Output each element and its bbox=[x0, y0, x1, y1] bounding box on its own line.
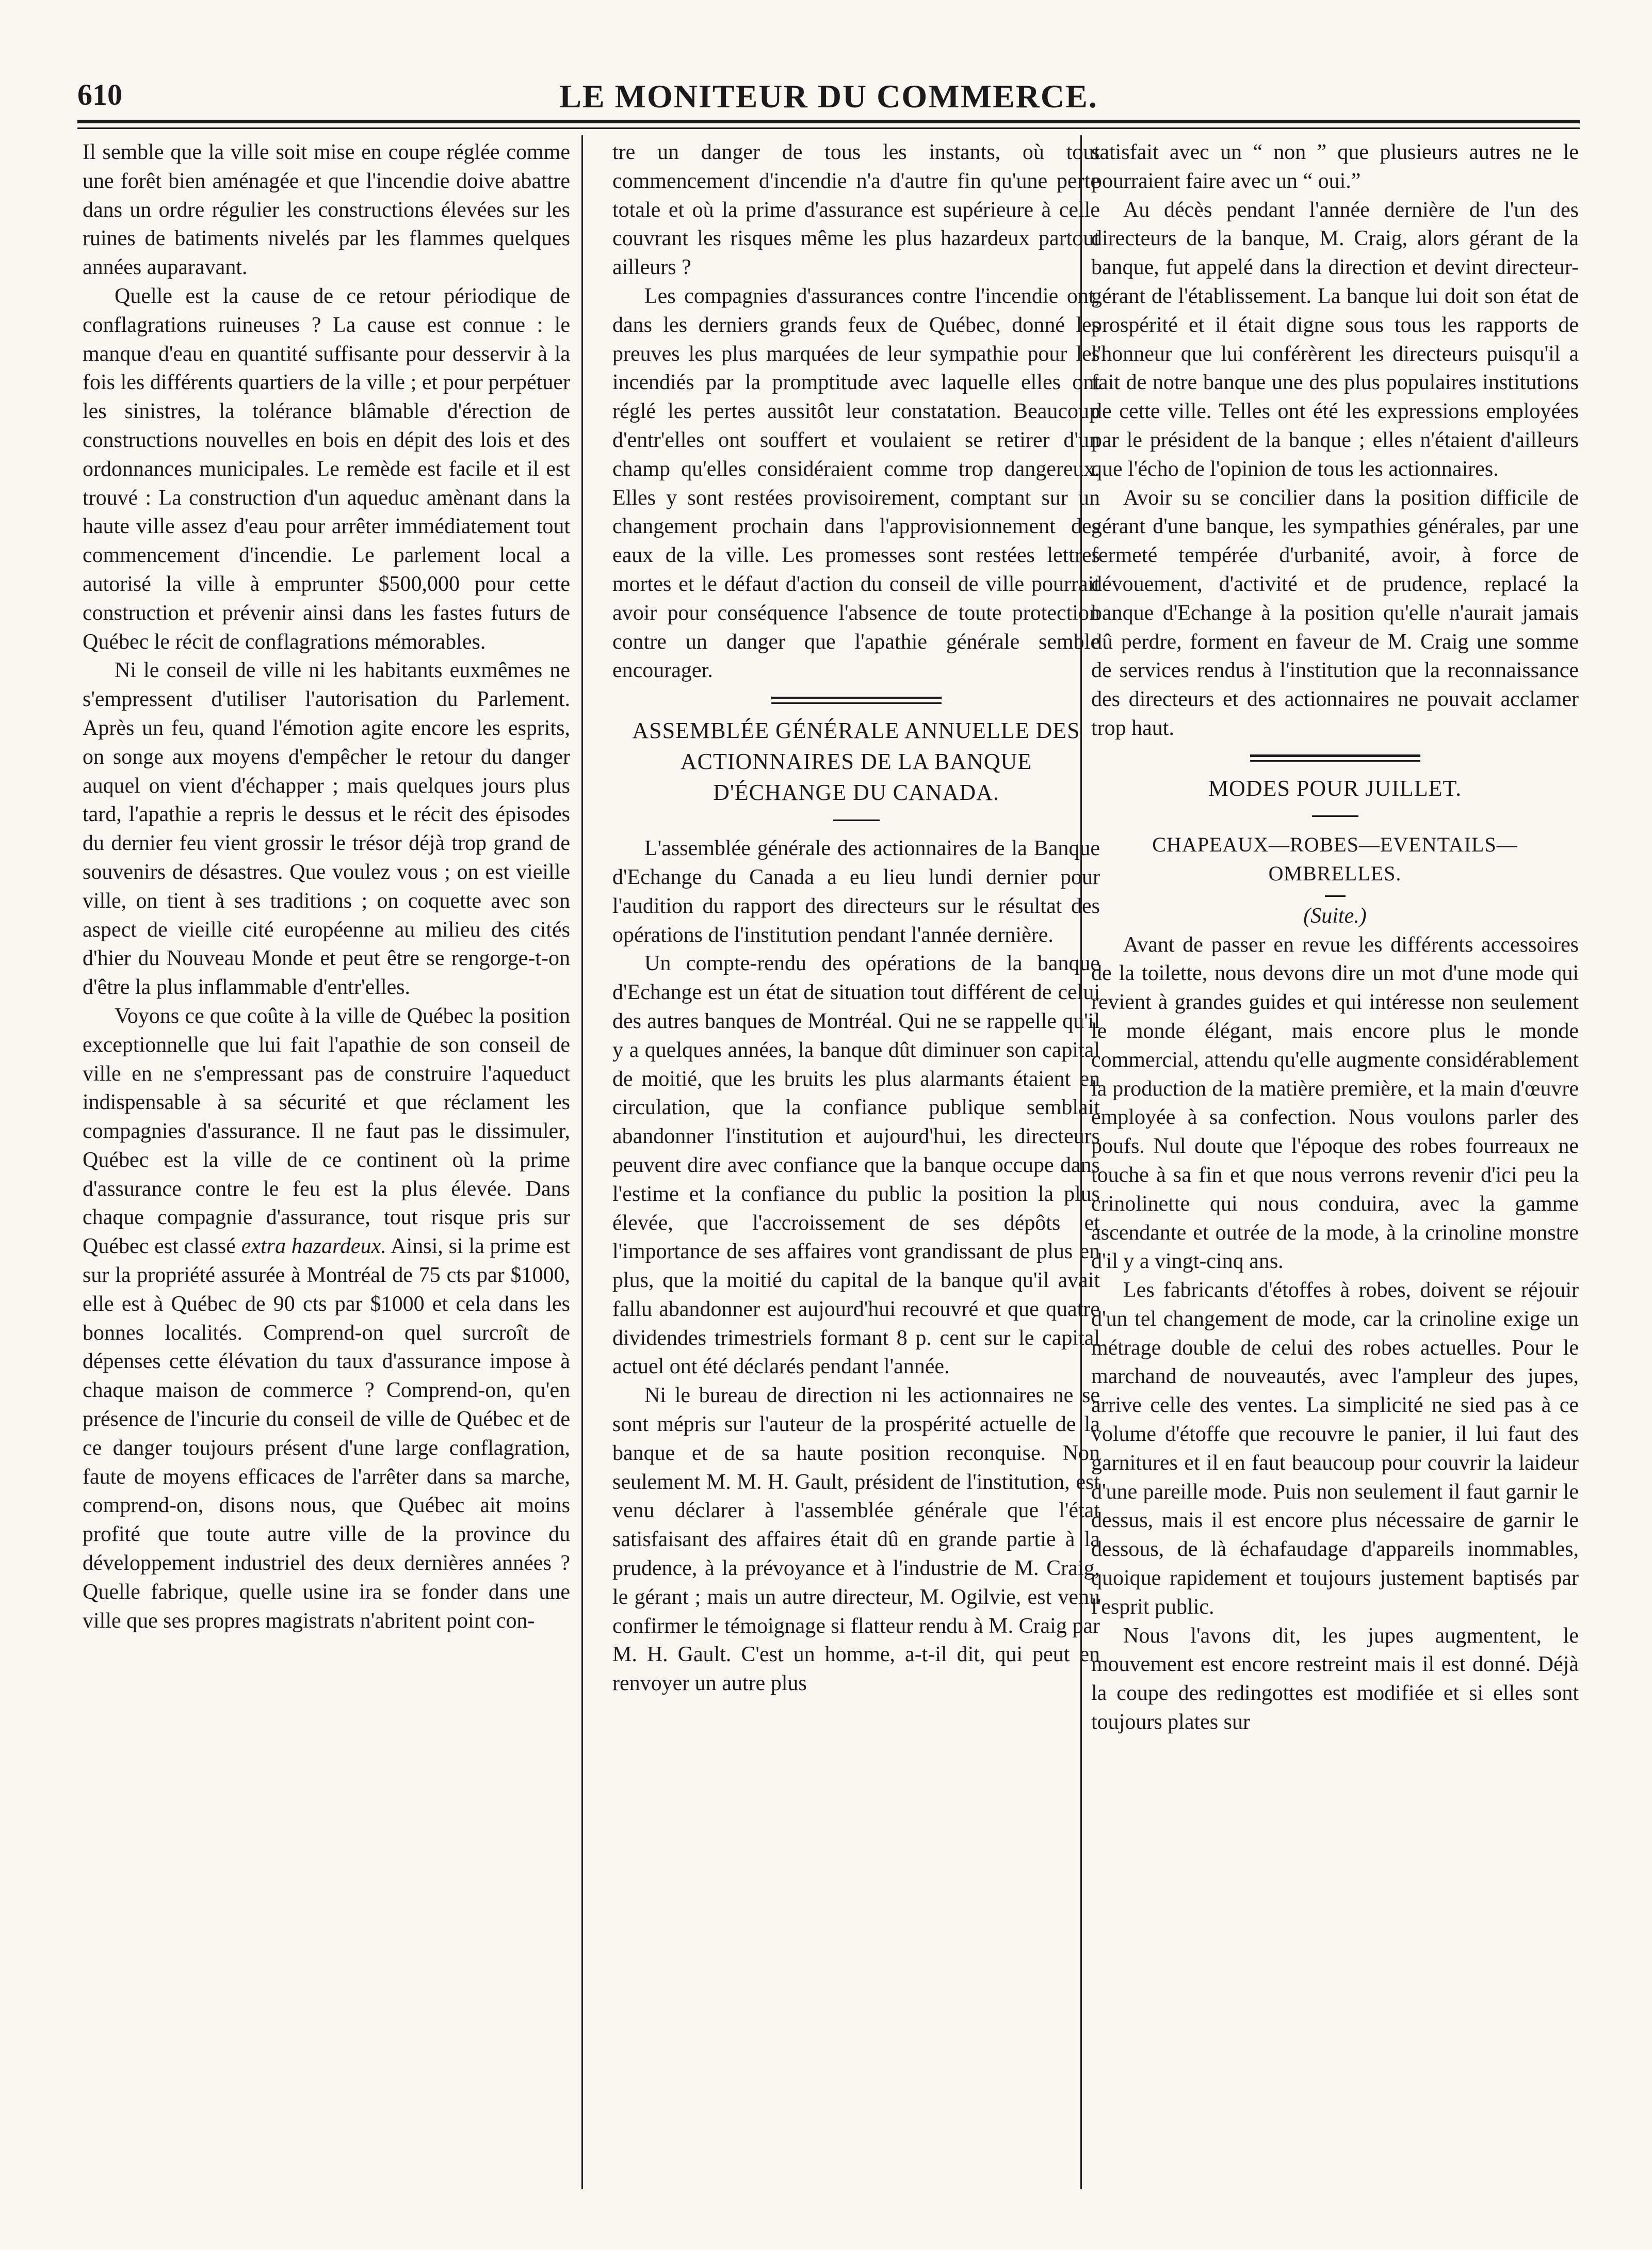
journal-title: LE MONITEUR DU COMMERCE. bbox=[559, 78, 1098, 115]
column-1 bbox=[83, 138, 570, 2182]
paragraph: Les fabricants d'étoffes à robes, doivent se réjouir d'un tel changement de mode, car la crinoline exige un métrage double de celui des robes actuelles. Pour le marchand de nouveautés, avec l'ampleur des jupes, arrive celle des ventes. La simplicité ne sied pas à ce volume d'étoffe que recouvre le panier, il lui faut des garnitures et il en faut beaucoup pour couvrir la laideur d'une pareille mode. Puis non seulement il faut garnir le dessus, mais il est encore plus nécessaire de garnir le dessous, de là échafaudage d'appareils inommables, quoique rapidement et toujours justement baptisés par l'esprit public. bbox=[1091, 1278, 1579, 1619]
header-rule-thick bbox=[77, 120, 1580, 123]
paragraph: L'assemblée générale des actionnaires de la Banque d'Echange du Canada a eu lieu lundi dernier pour l'audition du rapport des directeurs sur le résultat des opérations de l'institution pendant l'année dernière. bbox=[612, 837, 1100, 947]
paragraph: Au décès pendant l'année dernière de l'un des directeurs de la banque, M. Craig, alors gérant de la banque, fut appelé dans la direction et devint directeur-gérant de l'établissement. La banque lui doit son état de prospérité et il était digne sous tous les rapports de l'honneur que lui conférèrent les directeurs puisqu'il a fait de notre banque une des plus populaires institutions de cette ville. Telles ont été les expressions employées par le président de la banque ; elles n'étaient d'ailleurs que l'écho de l'opinion de tous les actionnaires. bbox=[1091, 198, 1579, 481]
title-rule bbox=[833, 819, 880, 821]
article-title: ASSEMBLÉE GÉNÉRALE ANNUELLE DES ACTIONNAIRES DE LA BANQUE D'ÉCHANGE DU CANADA. bbox=[632, 718, 1080, 806]
paragraph: Avoir su se concilier dans la position difficile de gérant d'une banque, les sympathies générales, par une fermeté tempérée d'urbanité, avoir, à force de dévouement, d'activité et de prudence, replacé la banque d'Echange à la position qu'elle n'aurait jamais dû perdre, forment en faveur de M. Craig une somme de services rendus à l'institution que la reconnaissance des directeurs et des actionnaires ne pouvait acclamer trop haut. bbox=[1091, 486, 1579, 740]
paragraph: Un compte-rendu des opérations de la banque d'Echange est un état de situation tout différent de celui des autres banques de Montréal. Qui ne se rappelle qu'il y a quelques années, la banque dût diminuer son capital de moitié, que les bruits les plus alarmants étaient en circulation, que la confiance publique semblait abandonner l'institution et aujourd'hui, les directeurs peuvent dire avec confiance que la banque occupe dans l'estime et la confiance du public la position la plus élevée, que l'accroissement de ses dépôts et l'importance de ses affaires vont grandissant de plus en plus, que la moitié du capital de la banque qu'il avait fallu abandonner est aujourd'hui recouvré et que quatre dividendes trimestriels formant 8 p. cent sur le capital actuel ont été déclarés pendant l'année. bbox=[612, 952, 1100, 1379]
continued-label: (Suite.) bbox=[1303, 904, 1367, 928]
column-2 bbox=[612, 138, 1100, 2182]
column-divider-1 bbox=[581, 135, 583, 2189]
paragraph bbox=[83, 1002, 570, 1636]
paragraph: Ni le conseil de ville ni les habitants euxmêmes ne s'empressent d'utiliser l'autorisation du Parlement. Après un feu, quand l'émotion agite encore les esprits, on songe aux moyens d'empêcher le retour du danger auquel on vient d'échapper ; mais quelques jours plus tard, l'apathie a repris le dessus et le récit des épisodes du dernier feu vient grossir le trésor déjà trop grand de souvenirs de désastres. Que voulez vous ; on est vieille ville, on tient à ses traditions ; on coquette avec son aspect de vieille cité européenne au milieu des cités d'hier du Nouveau Monde et peut être se rengorge-t-on d'être la plus inflammable d'entr'elles. bbox=[83, 658, 570, 1000]
header-rule-thin bbox=[77, 127, 1580, 129]
paragraph: Nous l'avons dit, les jupes augmentent, le mouvement est encore restreint mais il est donné. Déjà la coupe des redingottes est modifiée et si elles sont toujours plates sur bbox=[1091, 1624, 1579, 1734]
paragraph: Il semble que la ville soit mise en coupe réglée comme une forêt bien aménagée et que l'incendie doive abattre dans un ordre régulier les constructions élevées sur les ruines de batiments nivelés par les flammes quelques années auparavant. bbox=[83, 140, 570, 280]
paragraph-text: Voyons ce que coûte à la ville de Québec la position exceptionnelle que lui fait l'apathie de son conseil de ville en ne s'empressant pas de construire l'aqueduct indispensable à sa sécurité et que réclament les compagnies d'assurance. Il ne faut pas le dissimuler, Québec est la ville de ce continent où la prime d'assurance contre le feu est la plus élevée. Dans chaque compagnie d'assurance, tout risque pris sur Québec est classé bbox=[83, 1004, 570, 1259]
paragraph: Avant de passer en revue les différents accessoires de la toilette, nous devons dire un mot d'une mode qui revient à grandes guides et qui intéresse non seulement le monde élégant, mais encore plus le monde commercial, attendu qu'elle augmente considérablement la production de la matière première, et la main d'œuvre employée à sa confection. Nous voulons parler des poufs. Nul doute que l'époque des robes fourreaux ne touche à sa fin et que nous verrons revenir d'ici peu la crinolinette qui nous conduira, avec la gamme ascendante et outrée de la mode, à la crinoline monstre d'il y a vingt-cinq ans. bbox=[1091, 933, 1579, 1274]
paragraph-text: Ainsi, si la prime est sur la propriété assurée à Montréal de 75 cts par $1000, elle est à Québec de 90 cts par $1000 et cela dans les bonnes localités. Comprend-on quel surcroît de dépenses cette élévation du taux d'assurance impose à chaque maison de commerce ? Comprend-on, qu'en présence de l'incurie du conseil de ville de Québec et de ce danger toujours présent d'une large conflagration, faute de moyens efficaces de l'arrêter dans sa marche, comprend-on, disons nous, que Québec ait moins profité que toute autre ville de la province du développement industriel des deux dernières années ? Quelle fabrique, quelle usine ira se fonder dans une ville que ses propres magistrats n'abritent point con- bbox=[83, 1234, 570, 1633]
article-subtitle: CHAPEAUX—ROBES—EVENTAILS—OMBRELLES. bbox=[1152, 832, 1518, 885]
page-number: 610 bbox=[77, 78, 122, 111]
article-title: MODES POUR JUILLET. bbox=[1208, 775, 1462, 801]
paragraph: Quelle est la cause de ce retour périodique de conflagrations ruineuses ? La cause est connue : le manque d'eau en quantité suffisante pour desservir à la fois les différents quartiers de la ville ; et pour perpétuer les sinistres, la tolérance blâmable d'érection de constructions nouvelles en bois en dépit des lois et des ordonnances municipales. Le remède est facile et il est trouvé : La construction d'un aqueduc amènant dans la haute ville assez d'eau pour arrêter immédiatement tout commencement d'incendie. Le parlement local a autorisé la ville à emprunter $500,000 pour cette construction et prévenir ainsi dans les fastes futurs de Québec le récit de conflagrations mémorables. bbox=[83, 284, 570, 654]
paragraph: satisfait avec un “ non ” que plusieurs autres ne le pourraient faire avec un “ oui.” bbox=[1091, 140, 1579, 193]
page-header bbox=[77, 77, 1580, 119]
emphasis-text: extra hazardeux. bbox=[241, 1234, 386, 1259]
subtitle-rule bbox=[1325, 895, 1346, 897]
paragraph: Les compagnies d'assurances contre l'incendie ont, dans les derniers grands feux de Québec, donné les preuves les plus marquées de leur sympathie pour les incendiés par la promptitude avec laquelle elles ont réglé les pertes aussitôt leur constatation. Beaucoup d'entr'elles ont souffert et voulaient se retirer d'un champ qu'elles considéraient comme trop dangereux. Elles y sont restées provisoirement, comptant sur un changement prochain dans l'approvisionnement des eaux de la ville. Les promesses sont restées lettres mortes et le défaut d'action du conseil de ville pourrait avoir pour conséquence l'absence de toute protection contre un danger que l'apathie générale semble encourager. bbox=[612, 284, 1100, 683]
paragraph: Ni le bureau de direction ni les actionnaires ne se sont mépris sur l'auteur de la prospérité actuelle de la banque et de sa haute position reconquise. Non seulement M. M. H. Gault, président de l'institution, est venu déclarer à l'assemblée générale que l'état satisfaisant des affaires était dû en grande partie à la prudence, à la prévoyance et à l'industrie de M. Craig, le gérant ; mais un autre directeur, M. Ogilvie, est venu confirmer le témoignage si flatteur rendu à M. Craig par M. H. Gault. C'est un homme, a-t-il dit, qui peut en renvoyer un autre plus bbox=[612, 1384, 1100, 1696]
title-rule bbox=[1312, 815, 1358, 817]
paragraph: tre un danger de tous les instants, où tout commencement d'incendie n'a d'autre fin qu'une perte totale et où la prime d'assurance est supérieure à celle couvrant les risques même les plus hazardeux partout ailleurs ? bbox=[612, 140, 1100, 280]
column-3 bbox=[1091, 138, 1579, 2182]
section-divider bbox=[771, 697, 942, 704]
section-divider bbox=[1250, 754, 1420, 762]
